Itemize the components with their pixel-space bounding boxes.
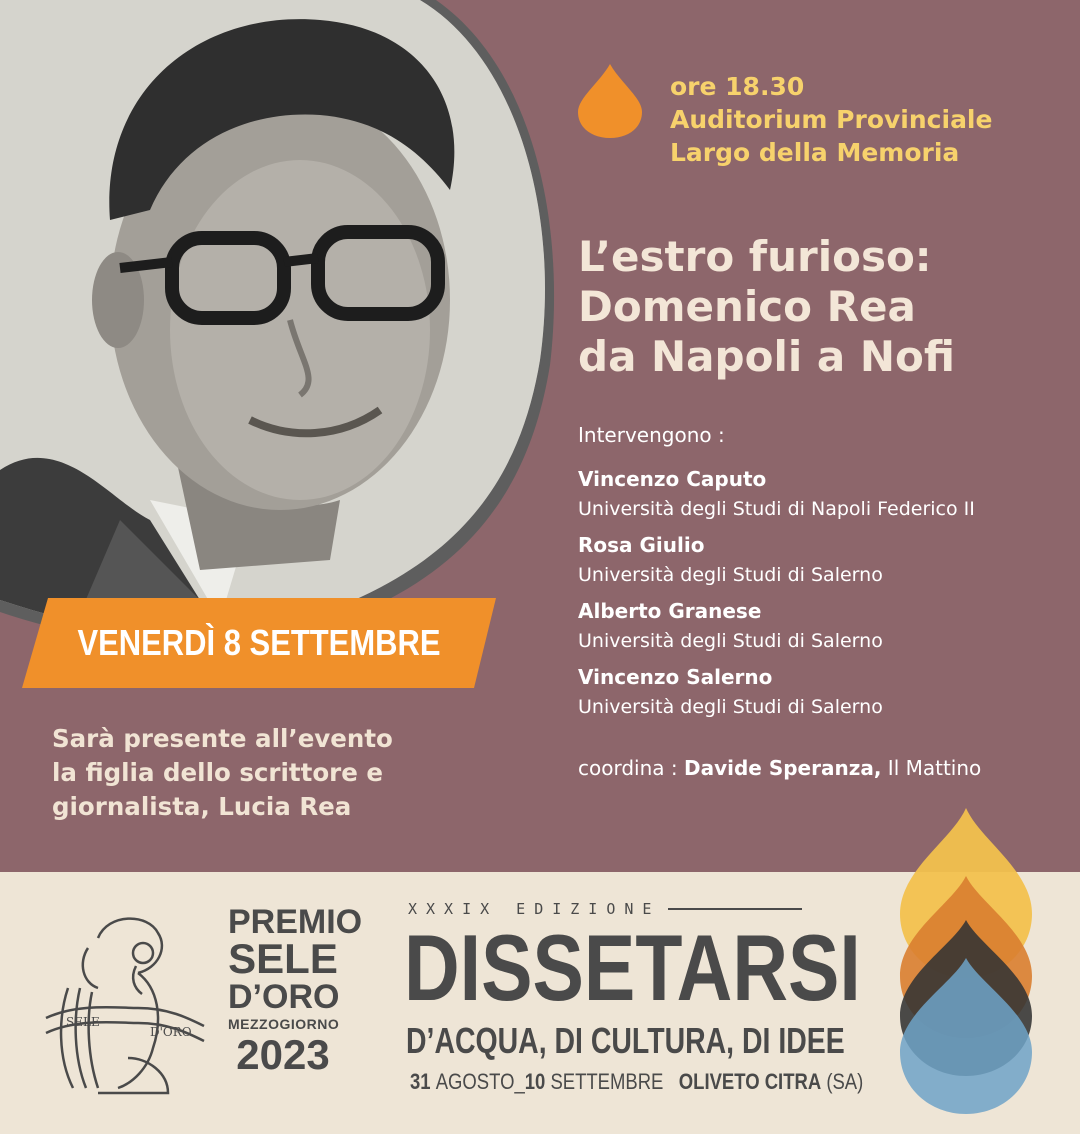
moderator-name: Davide Speranza, — [683, 756, 882, 780]
speaker-item — [578, 464, 975, 530]
speaker-affiliation: Università degli Studi di Salerno — [578, 696, 883, 718]
speaker-affiliation: Università degli Studi di Salerno — [578, 630, 883, 652]
logo-text-left: SELE — [66, 1015, 100, 1029]
logo-text-right: D'ORO — [150, 1025, 192, 1039]
event-date: VENERDÌ 8 SETTEMBRE — [77, 622, 441, 663]
premio-block: PREMIO SELE D’ORO MEZZOGIORNO 2023 — [228, 903, 363, 1078]
speaker-affiliation: Università degli Studi di Salerno — [578, 564, 883, 586]
speaker-item — [578, 662, 975, 728]
water-drop-icon — [576, 62, 644, 140]
festival-name: DISSETARSI — [404, 915, 861, 1020]
edition-rule — [668, 908, 802, 910]
speaker-item — [578, 530, 975, 596]
speaker-item — [578, 596, 975, 662]
sele-doro-logo — [38, 908, 208, 1098]
festival-dates: 31 AGOSTO_10 SETTEMBRE OLIVETO CITRA (SA) — [410, 1069, 864, 1094]
layered-drops-graphic — [880, 800, 1060, 1120]
speaker-name: Rosa Giulio — [578, 533, 705, 557]
speaker-name: Vincenzo Caputo — [578, 467, 767, 491]
event-title: L’estro furioso: Domenico Rea da Napoli a Nofi — [578, 232, 955, 381]
speaker-name: Vincenzo Salerno — [578, 665, 773, 689]
speakers-label: Intervengono : — [578, 423, 725, 447]
moderator-label: coordina : — [578, 756, 678, 780]
moderator-line — [578, 756, 981, 780]
speaker-name: Alberto Granese — [578, 599, 762, 623]
event-address: Largo della Memoria — [670, 138, 960, 167]
presence-note: Sarà presente all’evento la figlia dello scrittore e giornalista, Lucia Rea — [52, 724, 393, 821]
edition-label: XXXIX EDIZIONE — [408, 900, 661, 918]
festival-subtitle: D’ACQUA, DI CULTURA, DI IDEE — [406, 1020, 845, 1061]
speaker-affiliation: Università degli Studi di Napoli Federico II — [578, 498, 975, 520]
portrait-photo — [0, 0, 560, 660]
moderator-org: Il Mattino — [887, 756, 982, 780]
speakers-list — [578, 464, 975, 728]
event-info — [670, 70, 992, 169]
event-venue: Auditorium Provinciale — [670, 105, 993, 134]
event-time: ore 18.30 — [670, 72, 805, 101]
